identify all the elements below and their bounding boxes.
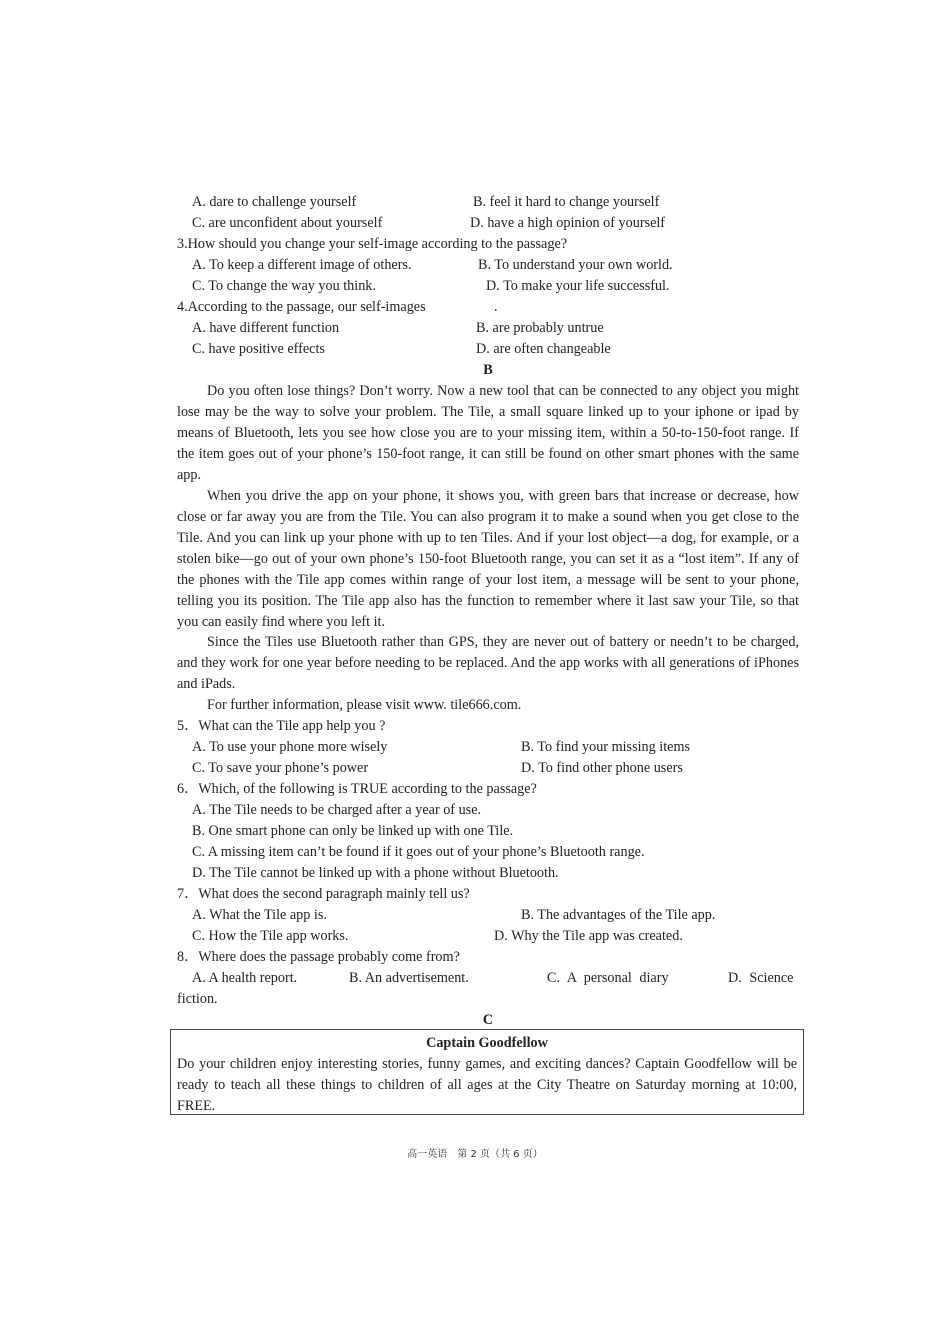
question-4-option-b: B. are probably untrue <box>476 320 604 336</box>
question-8-option-d-continued: fiction. <box>177 991 218 1007</box>
notice-title: Captain Goodfellow <box>426 1035 548 1051</box>
question-3-stem: 3.How should you change your self-image according to the passage? <box>177 236 568 252</box>
question-8-option-b: B. An advertisement. <box>349 970 469 986</box>
question-6-option-d: D. The Tile cannot be linked up with a phone without Bluetooth. <box>192 865 559 881</box>
prev-q-option-d: D. have a high opinion of yourself <box>470 215 666 231</box>
question-6-option-c: C. A missing item can’t be found if it goes out of your phone’s Bluetooth range. <box>192 844 645 860</box>
question-4-blank-end: . <box>494 299 498 315</box>
question-7-option-c: C. How the Tile app works. <box>192 928 349 944</box>
question-3-option-b: B. To understand your own world. <box>478 257 673 273</box>
section-b-paragraph-1: Do you often lose things? Don’t worry. Now a new tool that can be connected to any object you might lose may be the way to solve your problem. The Tile, a small square linked up to your iphone or ipad by means of Bluetooth, lets you see how close you are to your missing item, within a 50-to-150-foot range. If the item goes out of your phone’s 150-foot range, it can still be found on other smart phones with the same app. <box>177 383 799 483</box>
prev-q-option-b: B. feel it hard to change yourself <box>473 194 660 210</box>
question-4-stem: 4.According to the passage, our self-images <box>177 299 426 315</box>
question-8-option-a: A. A health report. <box>192 970 298 986</box>
question-7-stem: 7．What does the second paragraph mainly tell us? <box>177 886 470 902</box>
question-5-option-a: A. To use your phone more wisely <box>192 739 388 755</box>
question-4-option-d: D. are often changeable <box>476 341 611 357</box>
question-3-option-c: C. To change the way you think. <box>192 278 376 294</box>
question-8-option-d: D. Science <box>728 970 794 986</box>
question-6-option-a: A. The Tile needs to be charged after a year of use. <box>192 802 482 818</box>
question-8-stem: 8．Where does the passage probably come from? <box>177 949 460 965</box>
question-8-option-c: C. A personal diary <box>547 970 669 986</box>
section-b-heading: B <box>483 362 493 378</box>
question-4-option-c: C. have positive effects <box>192 341 325 357</box>
page-footer: 高一英语 第 2 页（共 6 页） <box>407 1149 543 1160</box>
question-7-option-d: D. Why the Tile app was created. <box>494 928 683 944</box>
question-4-option-a: A. have different function <box>192 320 340 336</box>
question-5-option-c: C. To save your phone’s power <box>192 760 369 776</box>
question-7-option-a: A. What the Tile app is. <box>192 907 327 923</box>
question-6-stem: 6．Which, of the following is TRUE according to the passage? <box>177 781 537 797</box>
notice-box <box>170 1029 804 1115</box>
prev-q-option-a: A. dare to challenge yourself <box>192 194 357 210</box>
question-6-option-b: B. One smart phone can only be linked up with one Tile. <box>192 823 514 839</box>
section-b-paragraph-3: Since the Tiles use Bluetooth rather than GPS, they are never out of battery or needn’t to be charged, and they work for one year before needing to be replaced. And the app works with all generations of iPhones and iPads. <box>177 634 799 692</box>
question-3-option-a: A. To keep a different image of others. <box>192 257 412 273</box>
question-3-option-d: D. To make your life successful. <box>486 278 670 294</box>
question-5-stem: 5．What can the Tile app help you ? <box>177 718 386 734</box>
section-c-heading: C <box>482 1012 494 1028</box>
question-7-option-b: B. The advantages of the Tile app. <box>521 907 716 923</box>
question-5-option-b: B. To find your missing items <box>521 739 691 755</box>
section-b-paragraph-2: When you drive the app on your phone, it shows you, with green bars that increase or decrease, how close or far away you are from the Tile. You can also program it to make a sound when you get close to the Tile. And you can link up your phone with up to ten Tiles. And if your lost object—a dog, for example, or a stolen bike—go out of your own phone’s 150-foot Bluetooth range, you can set it as a “lost item”. If any of the phones with the Tile app comes within range of your lost item, a message will be sent to your phone, telling you its position. The Tile app also has the function to remember where it last saw your Tile, so that you can easily find where you left it. <box>177 488 799 630</box>
prev-q-option-c: C. are unconfident about yourself <box>192 215 383 231</box>
section-b-paragraph-4: For further information, please visit www. tile666.com. <box>207 697 522 713</box>
question-5-option-d: D. To find other phone users <box>521 760 683 776</box>
notice-text: Do your children enjoy interesting stories, funny games, and exciting dances? Captain Goodfellow will be ready to teach all these things to children of all ages at the City Theatre on Saturday morning at 10:00, FREE. <box>177 1056 797 1114</box>
